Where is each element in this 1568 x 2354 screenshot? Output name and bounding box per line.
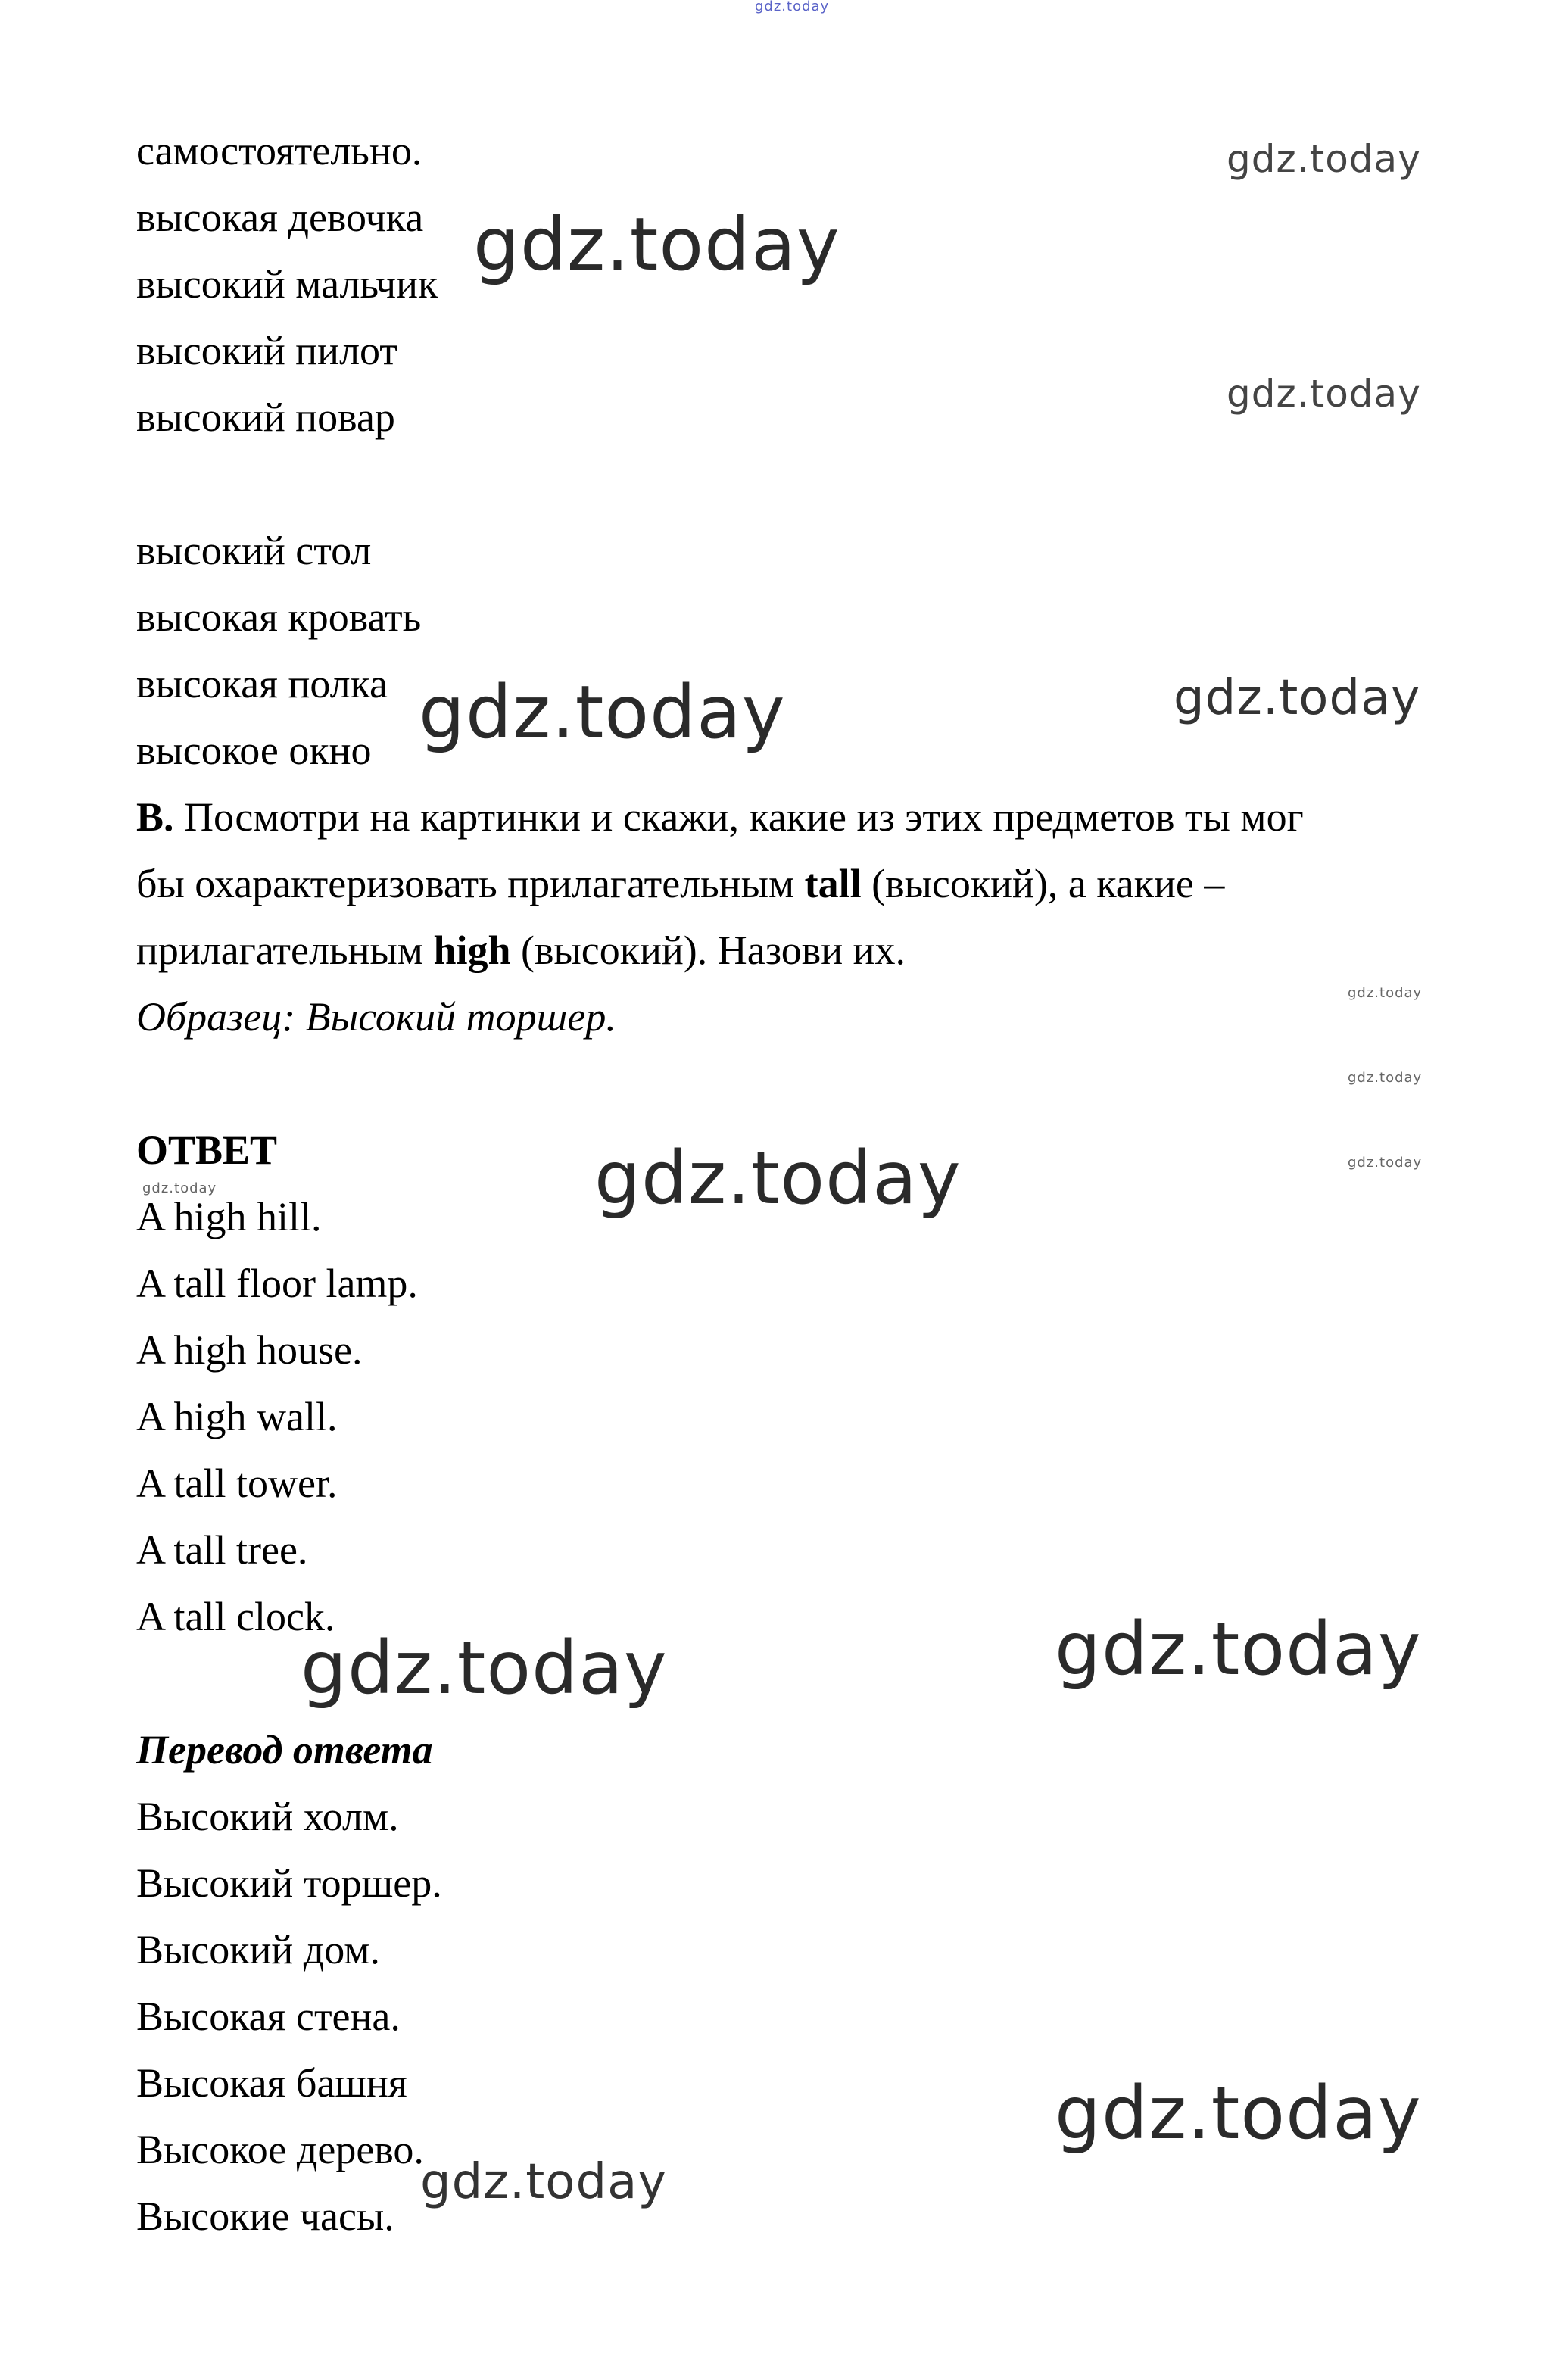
answer-line: A tall tower.: [136, 1461, 338, 1506]
translation-line: Высокий дом.: [136, 1927, 380, 1972]
task-line-2: [136, 863, 1224, 904]
watermark: gdz.today: [301, 1626, 668, 1710]
translation-heading: [136, 1727, 433, 1773]
task-text: Посмотри на картинки и скажи, какие из этих предметов ты мог: [173, 794, 1304, 840]
watermark: gdz.today: [420, 2154, 668, 2210]
task-text: прилагательным: [136, 928, 434, 973]
watermark: gdz.today: [1348, 985, 1423, 1001]
watermark: gdz.today: [1227, 372, 1421, 416]
translation-line: Высокий торшер.: [136, 1860, 442, 1906]
watermark: gdz.today: [1055, 2071, 1422, 2156]
translation-line: Высокий холм.: [136, 1794, 399, 1839]
word-tall: tall: [804, 861, 862, 906]
task-text: бы охарактеризовать прилагательным: [136, 861, 805, 906]
translation-line: Высокие часы.: [136, 2193, 394, 2239]
list-item: самостоятельно.: [136, 128, 422, 173]
answer-line: A high hill.: [136, 1194, 322, 1239]
list-item: высокий повар: [136, 394, 395, 440]
answer-line: A high house.: [136, 1327, 363, 1373]
list-item: высокий пилот: [136, 328, 397, 373]
list-item: высокий мальчик: [136, 261, 438, 307]
watermark: gdz.today: [1348, 1155, 1423, 1171]
watermark: gdz.today: [419, 670, 786, 755]
list-item: высокая девочка: [136, 195, 424, 240]
watermark: gdz.today: [473, 202, 840, 287]
list-item: высокая кровать: [136, 594, 422, 640]
list-item: высокий стол: [136, 528, 372, 573]
answer-heading-text: ОТВЕТ: [136, 1127, 278, 1173]
watermark: gdz.today: [1174, 670, 1421, 726]
watermark: gdz.today: [1055, 1607, 1422, 1691]
watermark: gdz.today: [142, 1180, 217, 1196]
list-item: высокое окно: [136, 728, 372, 773]
translation-heading-text: Перевод ответа: [136, 1727, 433, 1773]
answer-line: A tall clock.: [136, 1594, 335, 1639]
task-line-1: [136, 794, 1304, 840]
watermark: gdz.today: [1227, 137, 1421, 181]
task-text: (высокий), а какие –: [861, 861, 1225, 906]
translation-line: Высокое дерево.: [136, 2127, 424, 2172]
task-text: (высокий). Назови их.: [510, 928, 906, 973]
translation-line: Высокая стена.: [136, 1994, 401, 2039]
sample-text: Образец: Высокий торшер.: [136, 994, 616, 1040]
answer-line: A tall floor lamp.: [136, 1261, 418, 1306]
task-letter: B.: [136, 794, 174, 840]
answer-heading: [136, 1127, 278, 1173]
list-item: высокая полка: [136, 661, 388, 706]
answer-line: A high wall.: [136, 1394, 338, 1439]
watermark-top: gdz.today: [755, 0, 830, 14]
task-sample: [136, 994, 616, 1040]
word-high: high: [433, 928, 511, 973]
task-line-3: [136, 930, 906, 971]
answer-line: A tall tree.: [136, 1527, 308, 1573]
watermark: gdz.today: [1348, 1070, 1423, 1086]
translation-line: Высокая башня: [136, 2060, 407, 2106]
watermark: gdz.today: [594, 1136, 962, 1221]
